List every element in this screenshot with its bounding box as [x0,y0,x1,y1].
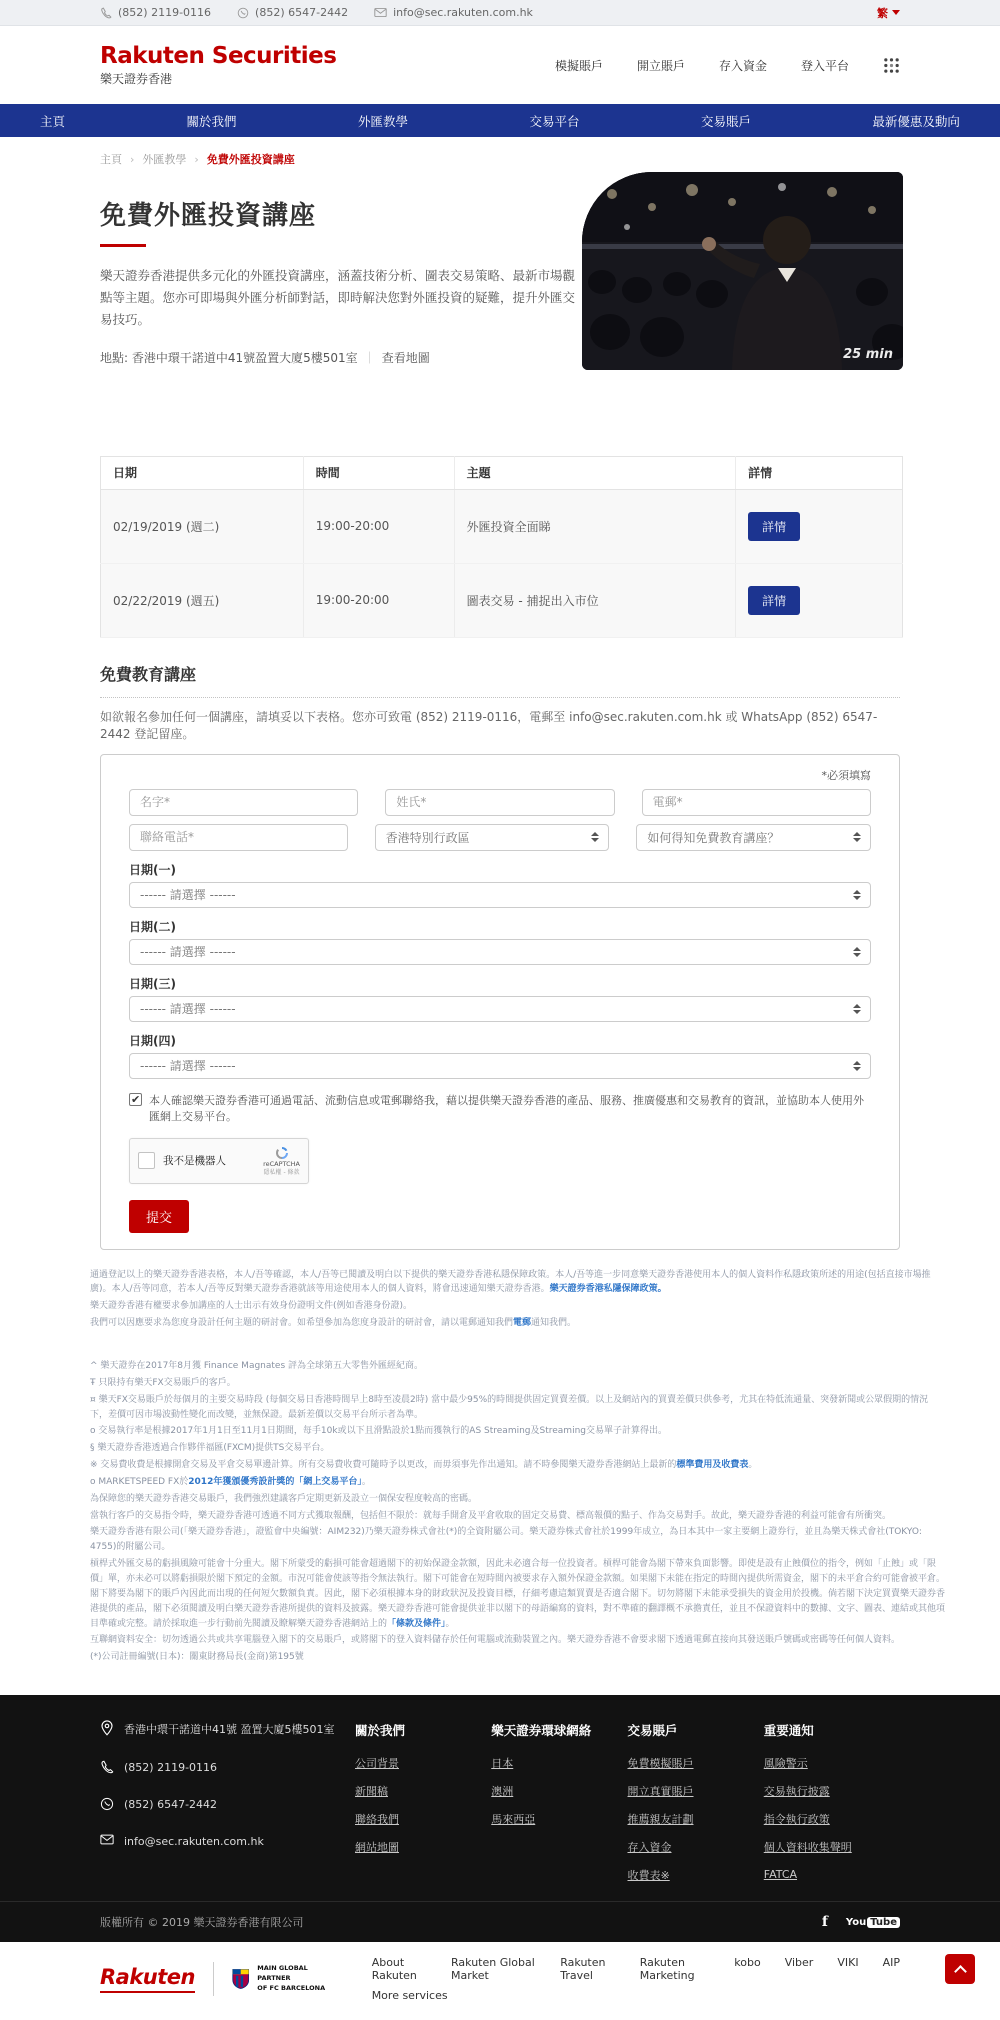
select-arrows-icon [853,1004,861,1014]
vertical-divider [213,1962,214,1996]
footer-list-item [764,1839,900,1855]
table-row [101,563,903,637]
language-selector[interactable] [877,5,900,21]
phone-icon [100,1760,114,1774]
cell-time: 19:00-20:00 [303,489,454,563]
footer-link[interactable]: 風險警示 [763,1757,808,1771]
date-select[interactable] [129,996,871,1022]
chevron-up-icon [954,1965,967,1978]
date-select[interactable] [129,1053,871,1079]
footer-link[interactable]: 指令執行政策 [763,1813,830,1827]
breadcrumb-separator [194,153,198,166]
photo-caption: 25 min [843,347,893,362]
footer-link[interactable]: 日本 [491,1757,514,1771]
footer-list-item [355,1755,491,1771]
footer-column-global [491,1721,627,1895]
bottom-link[interactable]: Viber [784,1956,814,1970]
cell-time: 19:00-20:00 [303,563,454,637]
required-note: *必須填寫 [821,768,871,782]
registration-form [100,754,900,1250]
header-quicklink[interactable]: 存入資金 [718,58,767,73]
fc-barcelona-crest-icon [232,1966,249,1992]
footer-list-item [355,1811,491,1827]
nav-link[interactable]: 最新優惠及動向 [872,113,960,129]
footer-link[interactable]: 公司背景 [355,1757,399,1771]
date-group [129,975,871,1022]
footer-link[interactable]: 免費模擬賬戶 [627,1757,694,1771]
breadcrumb [100,151,900,167]
view-map-link[interactable]: 查看地圖 [381,350,430,365]
date-selects [129,861,871,1079]
footer-list-item [491,1783,627,1799]
email-icon [100,1834,114,1845]
footer-list-item [764,1867,900,1881]
nav-link[interactable]: 主頁 [40,113,66,129]
nav-item [529,112,579,130]
select-arrows-icon [853,1061,861,1071]
app-grid-icon[interactable] [883,57,900,74]
phone-icon [100,7,112,19]
youtube-icon[interactable]: You Tube [846,1917,900,1928]
facebook-icon[interactable]: f [821,1914,828,1931]
email-field[interactable] [642,789,871,816]
disclaimer-paragraph: 互聯網資料安全：切勿透過公共或共享電腦登入閣下的交易賬戶，或將閣下的登入資料儲存於任何電腦或流動裝置之內。樂天證券香港不會要求閣下透過電郵直接向其發送賬戶號碼或密碼等任何個人資料。 [90,1635,901,1646]
nav-link[interactable]: 外匯教學 [357,113,408,129]
footer-column-title: 重要通知 [763,1723,814,1739]
cell-date: 02/22/2019 (週五) [101,563,304,637]
disclaimer-link[interactable]: 樂天證券香港私隱保障政策。 [549,1284,667,1295]
breadcrumb-section[interactable]: 外匯教學 [142,153,187,166]
disclaimer-notes [90,1359,945,1665]
page-title: 免費外匯投資講座 [100,201,317,231]
nav-item [40,112,65,130]
footer-whatsapp-text[interactable]: (852) 6547-2442 [124,1798,218,1812]
fcb-partner-block [232,1964,326,1993]
disclaimer-paragraph: (*)公司註冊編號(日本)：關東財務局長(金商)第195號 [90,1652,304,1663]
last-name-field[interactable] [385,789,614,816]
date-group [129,1032,871,1079]
consent-row [129,1093,871,1126]
bottom-link[interactable]: About Rakuten [371,1956,417,1983]
footer-column-title: 關於我們 [355,1723,406,1739]
disclaimer-paragraph: ^ 樂天證券在2017年8月獲 Finance Magnates 評為全球第五大零售外匯經紀商。 [90,1361,424,1371]
select-arrows-icon [853,890,861,900]
footer-whatsapp [100,1798,355,1811]
footer-list-item [628,1811,764,1827]
select-arrows-icon [853,832,861,842]
main-nav-list [0,104,1000,137]
seminar-photo [582,172,903,370]
footer-list-item [764,1811,900,1827]
cell-topic: 圖表交易 - 捕捉出入市位 [454,563,736,637]
footer-link[interactable]: 澳洲 [491,1785,514,1799]
location-divider: ｜ [363,350,376,365]
details-button[interactable]: 詳情 [748,512,800,541]
header-quicklink[interactable]: 模擬賬戶 [554,58,603,73]
select-arrows-icon [853,947,861,957]
location-text: 地點: 香港中環干諾道中41號盈置大廈5樓501室 [100,350,358,365]
breadcrumb-current: 免費外匯投資講座 [206,153,295,166]
date-select-value: ------ 請選擇 ------ [140,888,236,903]
footer-link[interactable]: 網站地圖 [355,1841,399,1855]
location-pin-icon [100,1720,114,1736]
title-divider [100,244,146,247]
nav-item [358,112,408,130]
footer-list-item [628,1867,764,1883]
footer-list-item [491,1755,627,1771]
footer-column-accounts [628,1721,764,1895]
top-utility-bar [0,0,1000,26]
date-label: 日期(二) [129,919,176,934]
bottom-link[interactable]: VIKI [837,1956,859,1970]
disclaimer-paragraph: § 樂天證券香港透過合作夥伴福匯(FXCM)提供TS交易平台。 [90,1443,330,1454]
rakuten-logo[interactable]: Rakuten [100,1965,195,1993]
disclaimer-paragraph: 我們可以因應要求為您度身設計任何主題的研討會。如希望參加為您度身設計的研討會，請以電郵通知我們電郵通知我們。 [90,1318,577,1329]
topbar-whatsapp [237,6,348,19]
email-icon [374,7,387,18]
disclaimer-paragraph: 為保障您的樂天證券香港交易賬戶，我們強烈建議客戶定期更新及設立一個保安程度較高的密碼。 [90,1493,478,1504]
logo-subtitle: 樂天證券香港 [100,72,173,87]
date-group [129,918,871,965]
copyright-text: 版權所有 © 2019 樂天證券香港有限公司 [100,1916,304,1930]
bottom-link[interactable]: AIP [882,1956,900,1970]
bottom-link[interactable]: Rakuten Global Market [451,1956,535,1983]
footer-link[interactable]: 個人資料收集聲明 [763,1841,852,1855]
date-select-value: ------ 請選擇 ------ [140,1059,236,1074]
disclaimer-link[interactable]: 2012年獲頒優秀設計獎的「網上交易平台」 [188,1476,362,1487]
col-header-details: 詳情 [736,456,903,489]
whatsapp-icon [237,7,249,19]
partner-text: MAIN GLOBAL PARTNER OF FC BARCELONA [257,1964,326,1992]
social-links [822,1914,900,1930]
disclaimer-paragraph: 槓桿式外匯交易的虧損風險可能會十分重大。閣下所蒙受的虧損可能會超過閣下的初始保證金款額，因此未必適合每一位投資者。槓桿可能會為閣下帶來負面影響。即使是設有止蝕價位的指令，例如「止蝕」或「限價」單，亦未必可以將虧損限於閣下預定的金額。市況可能會使該等指令無法執行。閣下可能會在短時間內被要求存入額外保證金款額。如果閣下未能在指定的時間內提供所需資金，閣下的未平倉合約可能會被平倉。閣下將要為閣下的賬戶內因此而出現的任何短欠數額負責。因此，閣下必須根據本身的財政狀況及投資目標，仔細考慮這類買賣是否適合閣下。切勿將閣下未能承受損失的資金用於投機。倘若閣下決定買賣樂天證券香港提供的產品，閣下必須閱讀及明白樂天證券香港所提供的資料及披露。樂天證券香港可能會提供並非以閣下的母語編寫的資料，對不準確的翻譯概不承擔責任，並且不保證資料中的數據、文字、圖表、連結或其他項目準確或完整。請於採取進一步行動前先閱讀及瞭解樂天證券香港網站上的「條款及條件」。 [90,1559,946,1629]
seminar-table [100,456,903,638]
disclaimer-link[interactable]: 標準費用及收費表 [676,1460,749,1471]
footer-link[interactable]: 馬來西亞 [491,1813,536,1827]
bottom-links [372,1956,900,2002]
recaptcha-widget [129,1138,309,1184]
disclaimer-paragraph: ¤ 樂天FX交易賬戶於每個月的主要交易時段 (每個交易日香港時間早上8時至凌晨2時) 當中最少95%的時間提供固定買賣差價。以上及網站內的買賣差價只供參考，尤其在特低流通量、突發新聞或公眾假期的情況下，差價可因市場波動性變化而改變，並無保證。最新差價以交易平台所示者為準。 [90,1394,929,1420]
topbar-email [374,6,533,19]
language-label: 繁 [877,6,888,20]
referral-source-select[interactable] [636,824,871,851]
header-quicklinks [555,57,849,74]
bottom-link[interactable]: Rakuten Travel [560,1956,606,1983]
footer-list-item [491,1811,627,1827]
col-header-date: 日期 [101,456,304,489]
date-select-value: ------ 請選擇 ------ [140,945,236,960]
recaptcha-logo [263,1145,300,1176]
submit-button[interactable]: 提交 [129,1200,189,1233]
more-services-link[interactable]: More services [371,1989,448,2003]
footer-list-item [355,1783,491,1799]
disclaimer-paragraph: o MARKETSPEED FX於2012年獲頒優秀設計獎的「網上交易平台」。 [90,1476,371,1487]
logo-wordmark: Rakuten Securities [100,42,337,69]
region-select[interactable] [375,824,610,851]
footer-phone-text[interactable]: (852) 2119-0116 [124,1761,218,1775]
recaptcha-brand: reCAPTCHA [263,1160,300,1169]
bottom-link[interactable]: kobo [734,1956,761,1970]
footer-link[interactable]: FATCA [763,1868,798,1882]
footer-phone [100,1761,355,1774]
disclaimer-paragraph: 通過登記以上的樂天證券香港表格，本人/吾等確認，本人/吾等已閱讀及明白以下提供的樂天證券香港私隱保障政策。本人/吾等進一步同意樂天證券香港使用本人的個人資料作私隱政策所述的用途(包括直接市場推廣)。本人/吾等同意，若本人/吾等反對樂天證券香港就該等用途使用本人的個人資料，將會迅速通知樂天證券香港。樂天證券香港私隱保障政策。 [90,1269,931,1295]
footer-link[interactable]: 開立真實賬戶 [627,1785,694,1799]
whatsapp-icon [100,1797,114,1811]
recaptcha-terms[interactable]: 隱私權 - 條款 [263,1168,300,1176]
disclaimer-paragraph: ※ 交易費收費是根據開倉交易及平倉交易單邊計算。所有交易費收費可隨時予以更改，而毋須事先作出通知。請不時參閱樂天證券香港網站上最新的標準費用及收費表。 [90,1460,758,1471]
footer-list-item [355,1839,491,1855]
nav-item [186,112,236,130]
consent-checkbox[interactable] [129,1093,142,1106]
copyright-bar [0,1901,1000,1942]
nav-item [872,112,960,130]
footer-address-text: 香港中環干諾道中41號 盈置大廈5樓501室 [124,1723,335,1737]
referral-source-value: 如何得知免費教育講座？ [647,830,780,845]
details-button[interactable]: 詳情 [748,586,800,615]
main-nav [0,104,1000,137]
topbar-phone [100,6,211,19]
nav-item [701,112,751,130]
footer-link[interactable]: 存入資金 [627,1841,672,1855]
site-footer [0,1695,1000,1942]
disclaimer-paragraph: 樂天證券香港有權要求參加講座的人士出示有效身份證明文件(例如香港身份證)。 [90,1301,413,1312]
seminar-table-body [101,489,903,637]
disclaimer-paragraph: o 交易執行率是根據2017年1月1日至11月1日期間，每手10k或以下且滑點設於1點而獲執行的AS Streaming及Streaming交易單子計算得出。 [90,1426,667,1437]
bottom-strip [0,1942,1000,2020]
logo[interactable] [100,44,336,86]
footer-list-item [764,1755,900,1771]
breadcrumb-home[interactable]: 主頁 [100,153,122,166]
date-select[interactable] [129,939,871,965]
recaptcha-checkbox[interactable] [138,1152,155,1169]
header-quicklink[interactable]: 登入平台 [800,58,849,73]
select-arrows-icon [591,832,599,842]
disclaimer-spacer [90,1333,945,1359]
disclaimer-link[interactable]: 電郵 [513,1318,532,1329]
consent-text: 本人確認樂天證券香港可通過電話、流動信息或電郵聯絡我，藉以提供樂天證券香港的產品、服務、推廣優惠和交易教育的資訊，並協助本人使用外匯網上交易平台。 [149,1093,864,1124]
footer-link[interactable]: 聯絡我們 [355,1813,399,1827]
seminar-photo-art [582,172,903,370]
cell-date: 02/19/2019 (週二) [101,489,304,563]
form-section-description: 如欲報名參加任何一個講座，請填妥以下表格。您亦可致電 (852) 2119-0116，電郵至 info@sec.rakuten.com.hk 或 WhatsApp (852) 6547-2442 登記留座。 [100,709,878,741]
cell-topic: 外匯投資全面睇 [454,489,736,563]
bottom-link[interactable]: Rakuten Marketing [639,1956,695,1983]
footer-column-title: 樂天證券環球網絡 [491,1723,592,1739]
chevron-down-icon [892,10,900,15]
nav-link[interactable]: 關於我們 [186,113,237,129]
footer-link[interactable]: 收費表※ [627,1869,670,1883]
footer-link[interactable]: 新聞稿 [355,1785,388,1799]
topbar-whatsapp-text[interactable]: (852) 6547-2442 [255,6,349,19]
footer-link[interactable]: 交易執行披露 [763,1785,830,1799]
footer-contact [100,1721,355,1895]
nav-link[interactable]: 交易賬戶 [700,113,751,129]
footer-column-notices [764,1721,900,1895]
date-select-value: ------ 請選擇 ------ [140,1002,236,1017]
table-row [101,489,903,563]
footer-list-item [764,1783,900,1799]
seminar-table-head [101,456,903,489]
footer-email-text[interactable]: info@sec.rakuten.com.hk [124,1835,264,1849]
phone-field[interactable] [129,824,348,851]
footer-list-item [628,1839,764,1855]
topbar-email-text[interactable]: info@sec.rakuten.com.hk [393,6,533,19]
disclaimer-intro [90,1268,945,1331]
date-label: 日期(三) [129,976,176,991]
site-header [0,26,1000,104]
footer-email [100,1835,355,1848]
date-group [129,861,871,908]
region-select-value: 香港特別行政區 [385,830,470,845]
first-name-field[interactable] [129,789,358,816]
date-label: 日期(一) [129,862,176,877]
disclaimer-paragraph: 當執行客戶的交易指令時，樂天證券香港可透過不同方式獲取報酬，包括但不限於：就每手開倉及平倉收取的固定交易費、標高報價的點子、作為交易對手。故此，樂天證券香港的利益可能會有所衝突。 [90,1510,892,1521]
disclaimer-paragraph: 樂天證券香港有限公司(「樂天證券香港」，證監會中央編號：AIM232)乃樂天證券株式會社(*)的全資附屬公司。樂天證券株式會社於1999年成立，為日本其中一家主要網上證券行，並且為樂天株式會社(TOKYO: 4755)的附屬公司。 [90,1527,922,1553]
scroll-to-top-button[interactable] [945,1954,975,1984]
recaptcha-label: 我不是機器人 [163,1155,226,1168]
footer-column-about [355,1721,491,1895]
col-header-topic: 主題 [454,456,736,489]
footer-list-item [628,1783,764,1799]
col-header-time: 時間 [303,456,454,489]
breadcrumb-separator [130,153,134,166]
disclaimer [90,1268,945,1665]
intro-paragraph: 樂天證券香港提供多元化的外匯投資講座，涵蓋技術分析、圖表交易策略、最新市場觀點等主題。您亦可即場與外匯分析師對話，即時解決您對外匯投資的疑難，提升外匯交易技巧。 [100,268,576,327]
disclaimer-link[interactable]: 「條款及條件」 [387,1618,446,1629]
header-quicklink[interactable]: 開立賬戶 [636,58,685,73]
recaptcha-swirl-icon [274,1145,290,1161]
nav-link[interactable]: 交易平台 [529,113,580,129]
footer-link[interactable]: 推薦親友計劃 [627,1813,694,1827]
footer-list-item [628,1755,764,1771]
footer-column-title: 交易賬戶 [627,1723,678,1739]
date-select[interactable] [129,882,871,908]
footer-address [100,1721,355,1737]
date-label: 日期(四) [129,1033,176,1048]
form-section-title: 免費教育講座 [100,662,900,698]
disclaimer-paragraph: Ŧ 只限持有樂天FX交易賬戶的客戶。 [90,1377,236,1388]
topbar-phone-text[interactable]: (852) 2119-0116 [118,6,212,19]
